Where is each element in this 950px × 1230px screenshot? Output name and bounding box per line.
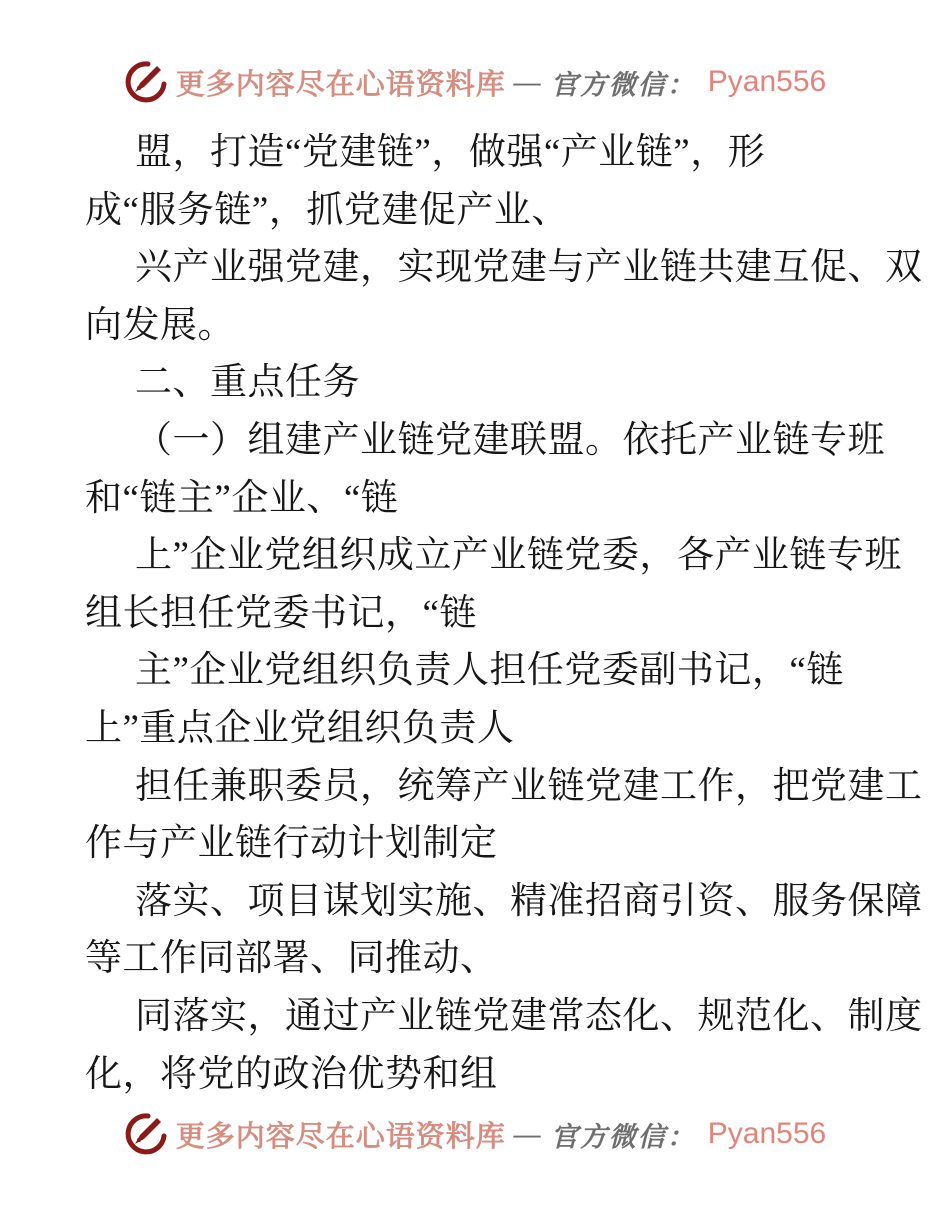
document-line: 同落实，通过产业链党建常态化、规范化、制度 xyxy=(135,995,923,1037)
document-line: 盟，打造“党建链”，做强“产业链”，形 xyxy=(135,132,766,173)
watermark-wechat-id: Pyan556 xyxy=(707,65,827,98)
pen-logo-icon xyxy=(124,1112,168,1156)
document-line: 组长担任党委书记，“链 xyxy=(85,592,477,634)
document-line: 落实、项目谋划实施、精准招商引资、服务保障 xyxy=(135,880,923,922)
document-lines xyxy=(85,124,923,1103)
document-line: 和“链主”企业、“链 xyxy=(85,477,399,519)
watermark-dash: — xyxy=(513,1118,543,1149)
document-line: 上”重点企业党组织负责人 xyxy=(85,707,515,749)
document-line: 上”企业党组织成立产业链党委，各产业链专班 xyxy=(135,535,902,577)
watermark-wechat-id: Pyan556 xyxy=(707,1117,827,1150)
pen-logo-icon xyxy=(124,60,168,104)
document-line: 作与产业链行动计划制定 xyxy=(85,823,498,865)
document-line: 等工作同部署、同推动、 xyxy=(85,938,498,980)
watermark-site-label: 更多内容尽在心语资料库 xyxy=(175,1120,506,1153)
document-line: 成“服务链”，抓党建促产业、 xyxy=(85,189,569,231)
watermark-channel-label: 官方微信： xyxy=(550,1121,696,1152)
header-watermark xyxy=(0,60,950,104)
footer-watermark xyxy=(0,1112,950,1156)
document-line: 二、重点任务 xyxy=(135,362,360,404)
watermark-channel-label: 官方微信： xyxy=(550,69,696,100)
document-line: （一）组建产业链党建联盟。依托产业链专班 xyxy=(135,419,885,461)
document-line: 主”企业党组织负责人担任党委副书记，“链 xyxy=(135,650,844,692)
document-line: 向发展。 xyxy=(85,304,235,346)
document-line: 化，将党的政治优势和组 xyxy=(85,1053,498,1095)
document-line: 兴产业强党建，实现党建与产业链共建互促、双 xyxy=(135,247,923,289)
watermark-site-label: 更多内容尽在心语资料库 xyxy=(175,68,506,101)
document-line: 担任兼职委员，统筹产业链党建工作，把党建工 xyxy=(135,765,923,807)
watermark-dash: — xyxy=(513,66,543,97)
